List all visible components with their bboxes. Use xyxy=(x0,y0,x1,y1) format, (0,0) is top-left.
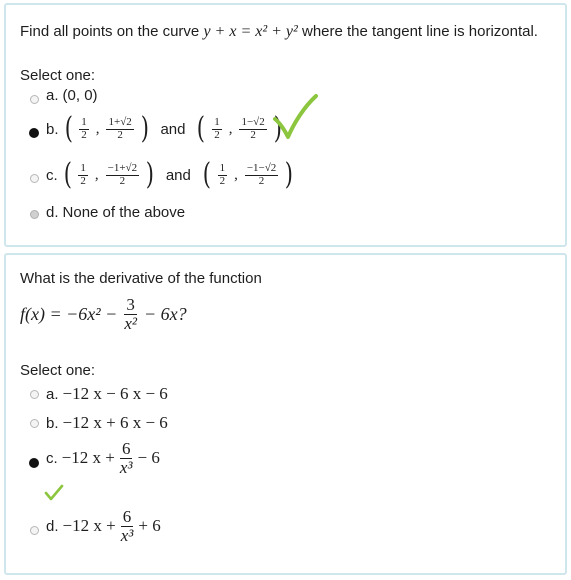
numerator: −1−√2 xyxy=(246,161,277,174)
option-letter: a. xyxy=(46,385,59,403)
option-c[interactable] xyxy=(46,440,160,477)
fraction xyxy=(212,117,222,141)
question-text xyxy=(20,23,538,41)
and-text: and xyxy=(165,166,191,184)
numerator: 1 xyxy=(214,115,220,128)
option-expression-pre: −12 x + xyxy=(62,516,116,536)
denominator: 2 xyxy=(250,128,256,141)
denominator: 2 xyxy=(80,174,86,187)
option-letter: b. xyxy=(46,414,59,432)
option-expression: −12 x + 6 x − 6 xyxy=(62,413,168,432)
option-b[interactable]: b. ( $\frac{1}{2}$ , $\frac{1+√2}{2}$ ) and ( $\frac{1}{2}$ , $\frac{1-√2}{2}$ ) xyxy=(46,111,282,146)
question-text-post: where the tangent line is horizontal. xyxy=(297,23,538,40)
numerator: 1−√2 xyxy=(241,115,265,128)
left-paren: ( xyxy=(197,111,206,146)
option-letter: a. xyxy=(46,87,59,104)
option-letter: d. xyxy=(46,204,59,221)
denominator: 2 xyxy=(219,174,226,187)
question-card-1 xyxy=(4,3,567,247)
function-rhs: − 6x? xyxy=(143,303,187,324)
option-letter: b. xyxy=(46,120,59,138)
denominator: 2 xyxy=(214,128,220,141)
left-paren: ( xyxy=(202,157,211,192)
question-text-pre: Find all points on the curve xyxy=(20,23,204,40)
right-paren: ) xyxy=(285,157,294,192)
radio-icon[interactable] xyxy=(30,210,39,219)
option-d[interactable] xyxy=(46,204,185,221)
select-one-label: Select one: xyxy=(20,67,96,84)
question-text: What is the derivative of the function xyxy=(20,270,262,287)
option-d[interactable] xyxy=(46,508,161,545)
numerator: −1+√2 xyxy=(107,161,138,174)
select-one-label: Select one: xyxy=(20,362,96,379)
numerator: 6 xyxy=(122,507,132,526)
option-a[interactable] xyxy=(46,87,98,104)
fraction xyxy=(106,117,133,141)
fraction xyxy=(79,117,89,141)
checkmark-icon xyxy=(272,93,318,141)
numerator: 1 xyxy=(81,115,87,128)
denominator: x² xyxy=(124,313,137,333)
function-lhs: f(x) = −6x² − xyxy=(20,303,118,324)
fraction xyxy=(78,163,88,187)
right-paren: ) xyxy=(273,111,282,146)
option-letter: c. xyxy=(46,166,58,184)
option-letter: d. xyxy=(46,517,59,535)
option-a[interactable] xyxy=(46,384,168,404)
left-paren: ( xyxy=(64,111,73,146)
numerator: 1 xyxy=(219,161,226,174)
fraction xyxy=(124,296,137,333)
option-expression-post: + 6 xyxy=(138,516,161,536)
option-expression: −12 x − 6 x − 6 xyxy=(62,384,168,403)
radio-icon[interactable] xyxy=(29,128,39,138)
option-expression-post: − 6 xyxy=(137,448,160,468)
fraction xyxy=(218,163,228,187)
option-text: (0, 0) xyxy=(62,87,98,104)
radio-icon[interactable] xyxy=(30,95,39,104)
fraction xyxy=(120,440,133,477)
denominator: x³ xyxy=(120,525,134,545)
radio-icon[interactable] xyxy=(30,526,39,535)
checkmark-icon xyxy=(44,483,64,503)
question-equation: y + x = x² + y² xyxy=(203,23,298,40)
and-text: and xyxy=(160,120,186,138)
radio-icon[interactable] xyxy=(30,174,39,183)
option-letter: c. xyxy=(46,449,58,467)
denominator: 2 xyxy=(258,174,265,187)
right-paren: ) xyxy=(140,111,149,146)
option-expression-pre: −12 x + xyxy=(61,448,115,468)
right-paren: ) xyxy=(145,157,155,192)
fraction xyxy=(245,163,278,187)
numerator: 1+√2 xyxy=(108,115,132,128)
radio-icon[interactable] xyxy=(30,390,39,399)
numerator: 6 xyxy=(121,439,131,458)
question-card-2 xyxy=(4,253,567,575)
option-b[interactable] xyxy=(46,413,168,433)
fraction xyxy=(239,117,266,141)
fraction xyxy=(106,163,139,187)
denominator: x³ xyxy=(119,457,133,477)
option-c[interactable]: c. ( $\frac{1}{2}$ , $\frac{-1+√2}{2}$ ) and ( $\frac{1}{2}$ , $\frac{-1-√2}{2}$ ) xyxy=(46,157,294,192)
option-text: None of the above xyxy=(62,204,186,221)
numerator: 1 xyxy=(80,161,86,174)
radio-icon[interactable] xyxy=(30,419,39,428)
radio-icon[interactable] xyxy=(29,458,39,468)
fraction xyxy=(121,508,134,545)
denominator: 2 xyxy=(119,174,126,187)
denominator: 2 xyxy=(117,128,123,141)
denominator: 2 xyxy=(81,128,87,141)
numerator: 3 xyxy=(126,295,135,314)
left-paren: ( xyxy=(63,157,72,192)
function-expression xyxy=(20,296,187,333)
